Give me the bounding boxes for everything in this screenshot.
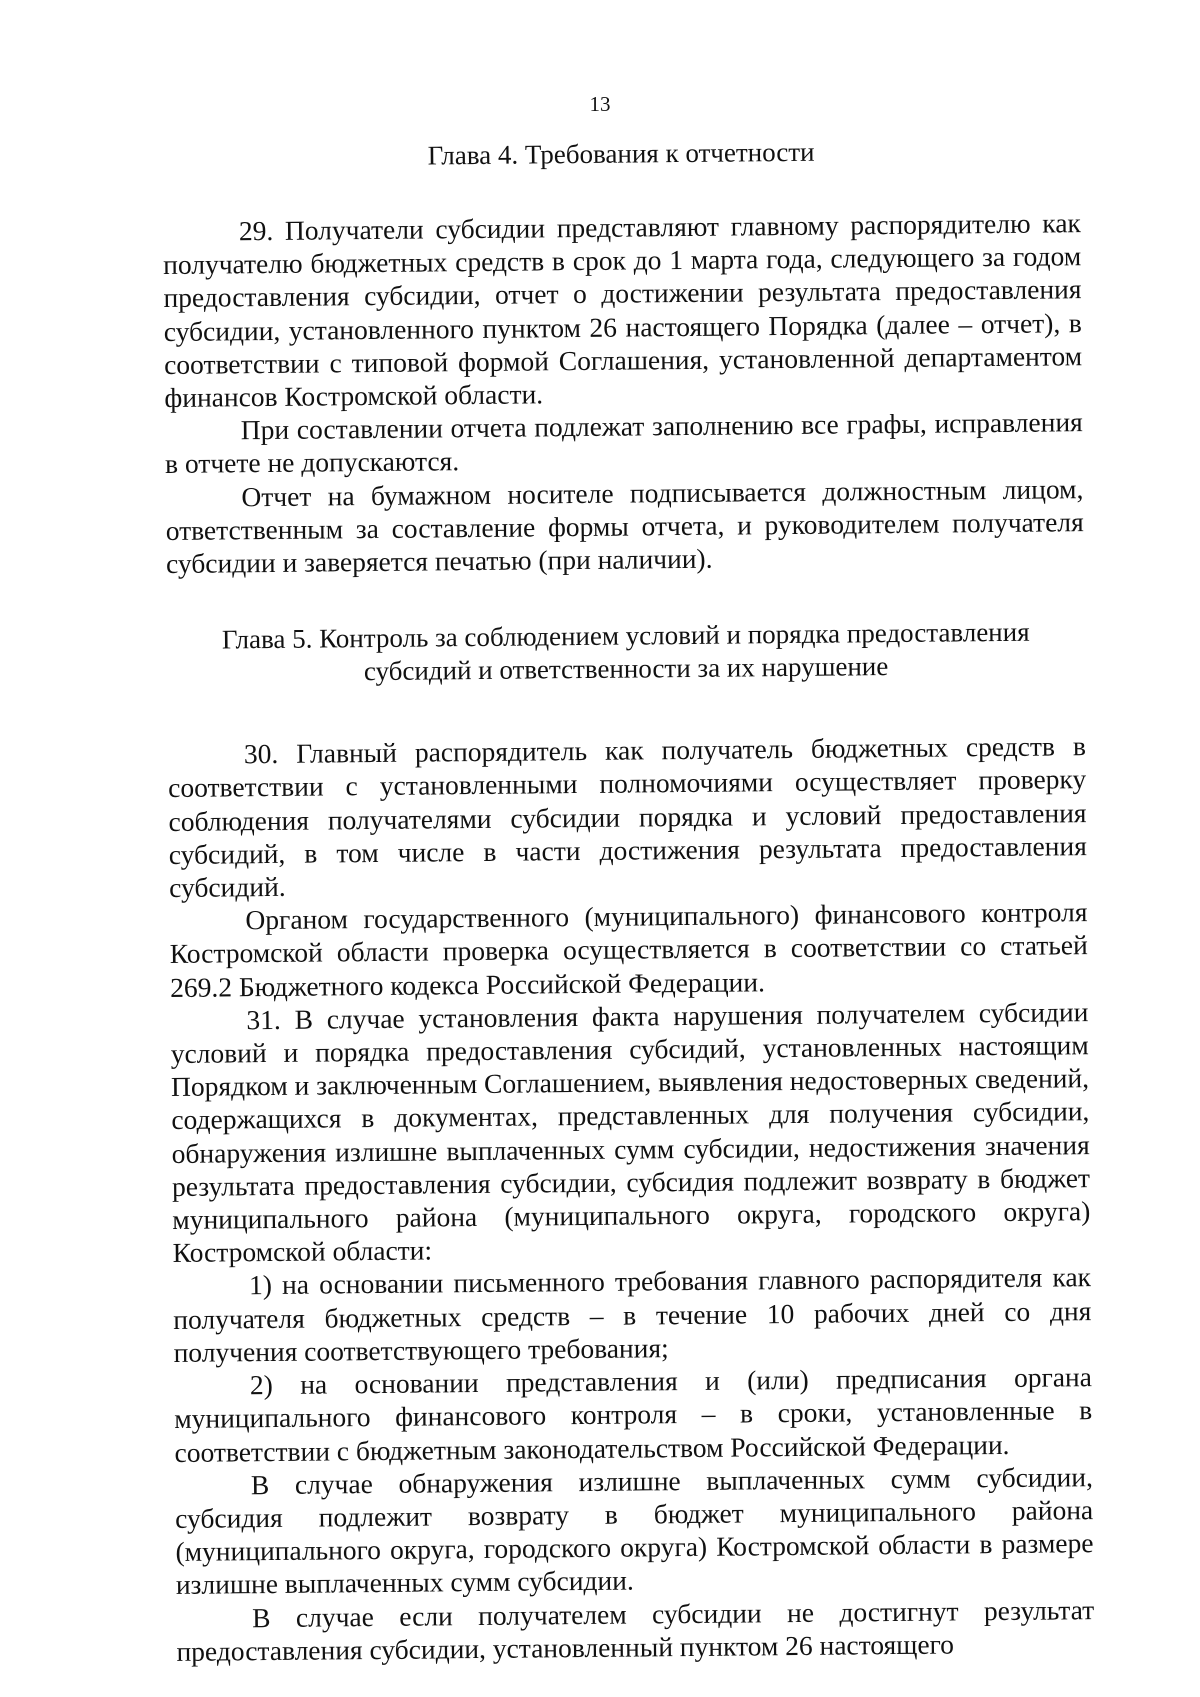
paragraph-31-result-not-achieved: В случае если получателем субсидии не достигнут результат предоставления субсидии, установленный пунктом 26 настоящего [176,1593,1095,1667]
chapter-4-heading: Глава 4. Требования к отчетности [427,136,815,171]
paragraph-29-signature: Отчет на бумажном носителе подписывается должностным лицом, ответственным за составление формы отчета, и руководителем получателя субсидии и заверяется печатью (при наличии). [165,472,1084,580]
paragraph-31: 31. В случае установления факта нарушения получателем субсидии условий и порядка предоставления субсидий, установленных настоящим Порядком и заключенным Соглашением, выявления недостоверных сведений, содержащихся в документах, представленных для получения субсидии, обнаружения излишне выплаченных сумм субсидии, недостижения значения результата предоставления субсидии, субсидия подлежит возврату в бюджет муниципального района (муниципального округа, городского округа) Костромской области: [170,996,1091,1269]
paragraph-31-item-2: 2) на основании представления и (или) предписания органа муниципального финансового контроля – в сроки, установленные в соответствии с бюджетным законодательством Российской Федерации. [174,1361,1093,1468]
chapter-5-heading-line-1: Глава 5. Контроль за соблюдением условий и порядка предоставления [221,616,1030,655]
paragraph-30: 30. Главный распорядитель как получатель бюджетных средств в соответствии с установленными полномочиями осуществляет проверку соблюдения получателями субсидии порядка и условий предоставления субсидий, в том числе в части достижения результата предоставления субсидий. [168,730,1087,904]
paragraph-29-reporting-fill: При составлении отчета подлежат заполнению все графы, исправления в отчете не допускаются. [164,406,1083,480]
paragraph-30-control-body: Органом государственного (муниципального) финансового контроля Костромской области проверка осуществляется в соответствии со статьей 269.2 Бюджетного кодекса Российской Федерации. [169,896,1088,1003]
paragraph-29: 29. Получатели субсидии представляют главному распорядителю как получателю бюджетных средств в срок до 1 марта года, следующего за годом предоставления субсидии, отчет о достижении результата предоставления субсидии, установленного пунктом 26 настоящего Порядка (далее – отчет), в соответствии с типовой формой Соглашения, установленной департаментом финансов Костромской области. [163,207,1083,414]
paragraph-31-overpayment: В случае обнаружения излишне выплаченных сумм субсидии, субсидия подлежит возврату в бюджет муниципального района (муниципального округа, городского округа) Костромской области в размере излишне выплаченных сумм субсидии. [175,1460,1094,1601]
paragraph-31-item-1: 1) на основании письменного требования главного распорядителя как получателя бюджетных средств – в течение 10 рабочих дней со дня получения соответствующего требования; [173,1261,1092,1368]
page-number: 13 [589,92,611,116]
document-body [162,133,1095,1668]
chapter-5-heading [167,615,1086,690]
chapter-5-heading-line-2: субсидий и ответственности за их нарушение [363,651,889,687]
